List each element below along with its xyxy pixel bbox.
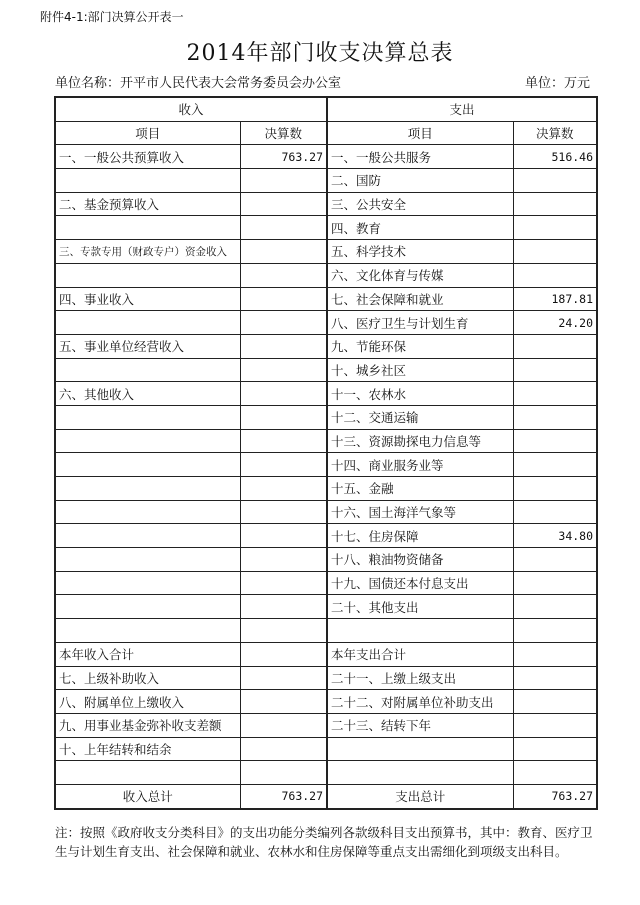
income-item-cell: [55, 405, 240, 429]
income-amount-cell: [240, 453, 327, 477]
expense-amount-cell: [513, 642, 597, 666]
table-row: [55, 737, 597, 761]
budget-table: [54, 96, 598, 810]
expense-amount-cell: [513, 169, 597, 193]
expense-amount-cell: 516.46: [513, 145, 597, 169]
income-amount-cell: [240, 429, 327, 453]
page-title: 2014年部门收支决算总表: [186, 41, 454, 66]
expense-total-value: 763.27: [513, 784, 597, 808]
income-amount-cell: [240, 287, 327, 311]
income-amount-cell: [240, 358, 327, 382]
expense-amount-header: 决算数: [513, 121, 597, 145]
income-item-cell: [55, 524, 240, 548]
income-amount-cell: [240, 666, 327, 690]
income-amount-cell: [240, 240, 327, 264]
income-amount-cell: [240, 334, 327, 358]
expense-amount-cell: [513, 571, 597, 595]
table-row: [55, 382, 597, 406]
expense-item-cell: 二十二、对附属单位补助支出: [327, 690, 513, 714]
expense-total-label: 支出总计: [327, 784, 513, 808]
income-item-cell: 六、其他收入: [55, 382, 240, 406]
expense-amount-cell: [513, 737, 597, 761]
income-amount-cell: [240, 405, 327, 429]
expense-amount-cell: [513, 429, 597, 453]
income-item-cell: [55, 500, 240, 524]
expense-item-cell: 二、国防: [327, 169, 513, 193]
income-amount-cell: 763.27: [240, 145, 327, 169]
table-row: [55, 453, 597, 477]
expense-amount-cell: 187.81: [513, 287, 597, 311]
expense-item-cell: 二十、其他支出: [327, 595, 513, 619]
income-item-cell: [55, 619, 240, 643]
expense-item-cell: 十八、粮油物资储备: [327, 548, 513, 572]
expense-amount-cell: [513, 477, 597, 501]
income-item-cell: 四、事业收入: [55, 287, 240, 311]
table-row: [55, 666, 597, 690]
table-row: [55, 595, 597, 619]
income-item-cell: [55, 169, 240, 193]
expense-item-cell: 十六、国土海洋气象等: [327, 500, 513, 524]
expense-item-header: 项目: [327, 121, 513, 145]
table-row: [55, 287, 597, 311]
expense-amount-cell: [513, 263, 597, 287]
table-row: [55, 240, 597, 264]
expense-item-cell: 十、城乡社区: [327, 358, 513, 382]
currency-unit: 单位：万元: [524, 76, 590, 91]
table-row: [55, 690, 597, 714]
attachment-label: 附件4-1:部门决算公开表一: [40, 10, 184, 24]
expense-item-cell: 十三、资源勘探电力信息等: [327, 429, 513, 453]
expense-item-cell: 二十一、上缴上级支出: [327, 666, 513, 690]
totals-row: [55, 784, 597, 808]
income-amount-cell: [240, 192, 327, 216]
expense-item-cell: 十九、国债还本付息支出: [327, 571, 513, 595]
income-item-cell: 八、附属单位上缴收入: [55, 690, 240, 714]
expense-amount-cell: 24.20: [513, 311, 597, 335]
column-header-row: [55, 121, 597, 145]
income-amount-cell: [240, 216, 327, 240]
expense-item-cell: 五、科学技术: [327, 240, 513, 264]
income-amount-cell: [240, 524, 327, 548]
footnote: 注：按照《政府收支分类科目》的支出功能分类编列各款级科目支出预算书，其中：教育、医疗卫生与计划生育支出、社会保障和就业、农林水和住房保障等重点支出需细化到项级支出科目。: [55, 825, 593, 859]
table-row: [55, 145, 597, 169]
expense-group-header: 支出: [327, 97, 597, 121]
expense-item-cell: 十五、金融: [327, 477, 513, 501]
expense-item-cell: 三、公共安全: [327, 192, 513, 216]
table-row: [55, 524, 597, 548]
expense-amount-cell: [513, 382, 597, 406]
income-item-cell: [55, 358, 240, 382]
table-row: [55, 405, 597, 429]
expense-amount-cell: [513, 216, 597, 240]
income-amount-cell: [240, 169, 327, 193]
expense-item-cell: 八、医疗卫生与计划生育: [327, 311, 513, 335]
income-item-cell: [55, 429, 240, 453]
expense-item-cell: 十四、商业服务业等: [327, 453, 513, 477]
expense-amount-cell: [513, 334, 597, 358]
unit-name: 单位名称：开平市人民代表大会常务委员会办公室: [55, 76, 342, 91]
expense-item-cell: 十一、农林水: [327, 382, 513, 406]
table-row: [55, 571, 597, 595]
expense-amount-cell: [513, 595, 597, 619]
expense-item-cell: 二十三、结转下年: [327, 713, 513, 737]
income-item-cell: [55, 477, 240, 501]
income-item-cell: 三、专款专用（财政专户）资金收入: [55, 240, 240, 264]
income-item-cell: [55, 311, 240, 335]
income-amount-cell: [240, 642, 327, 666]
income-total-value: 763.27: [240, 784, 327, 808]
income-item-cell: 五、事业单位经营收入: [55, 334, 240, 358]
group-header-row: [55, 97, 597, 121]
expense-amount-cell: [513, 761, 597, 785]
table-row: [55, 192, 597, 216]
income-amount-cell: [240, 477, 327, 501]
expense-amount-cell: [513, 548, 597, 572]
income-total-label: 收入总计: [55, 784, 240, 808]
expense-amount-cell: [513, 405, 597, 429]
income-amount-header: 决算数: [240, 121, 327, 145]
income-amount-cell: [240, 737, 327, 761]
table-row: [55, 642, 597, 666]
expense-amount-cell: [513, 619, 597, 643]
table-row: [55, 169, 597, 193]
table-row: [55, 713, 597, 737]
income-amount-cell: [240, 761, 327, 785]
income-amount-cell: [240, 713, 327, 737]
income-item-cell: 二、基金预算收入: [55, 192, 240, 216]
expense-item-cell: 十二、交通运输: [327, 405, 513, 429]
table-row: [55, 334, 597, 358]
income-amount-cell: [240, 311, 327, 335]
income-item-cell: [55, 453, 240, 477]
income-item-cell: [55, 548, 240, 572]
table-row: [55, 619, 597, 643]
income-item-cell: 七、上级补助收入: [55, 666, 240, 690]
expense-amount-cell: [513, 358, 597, 382]
table-row: [55, 477, 597, 501]
income-amount-cell: [240, 382, 327, 406]
expense-amount-cell: [513, 192, 597, 216]
table-row: [55, 429, 597, 453]
table-row: [55, 216, 597, 240]
income-item-cell: 本年收入合计: [55, 642, 240, 666]
income-amount-cell: [240, 500, 327, 524]
income-item-cell: [55, 595, 240, 619]
expense-amount-cell: [513, 453, 597, 477]
expense-item-cell: [327, 737, 513, 761]
income-item-cell: [55, 263, 240, 287]
income-item-cell: 九、用事业基金弥补收支差额: [55, 713, 240, 737]
income-item-header: 项目: [55, 121, 240, 145]
income-item-cell: 十、上年结转和结余: [55, 737, 240, 761]
income-amount-cell: [240, 595, 327, 619]
table-row: [55, 311, 597, 335]
expense-item-cell: 一、一般公共服务: [327, 145, 513, 169]
income-amount-cell: [240, 263, 327, 287]
expense-item-cell: 六、文化体育与传媒: [327, 263, 513, 287]
expense-item-cell: 本年支出合计: [327, 642, 513, 666]
expense-item-cell: 十七、住房保障: [327, 524, 513, 548]
expense-item-cell: 七、社会保障和就业: [327, 287, 513, 311]
income-amount-cell: [240, 690, 327, 714]
expense-amount-cell: 34.80: [513, 524, 597, 548]
expense-amount-cell: [513, 666, 597, 690]
table-row: [55, 500, 597, 524]
expense-item-cell: 九、节能环保: [327, 334, 513, 358]
expense-amount-cell: [513, 690, 597, 714]
income-item-cell: [55, 761, 240, 785]
expense-amount-cell: [513, 240, 597, 264]
income-amount-cell: [240, 571, 327, 595]
expense-item-cell: 四、教育: [327, 216, 513, 240]
income-item-cell: [55, 571, 240, 595]
table-row: [55, 761, 597, 785]
expense-item-cell: [327, 761, 513, 785]
expense-amount-cell: [513, 500, 597, 524]
income-amount-cell: [240, 619, 327, 643]
table-row: [55, 263, 597, 287]
expense-amount-cell: [513, 713, 597, 737]
income-item-cell: 一、一般公共预算收入: [55, 145, 240, 169]
income-item-cell: [55, 216, 240, 240]
income-group-header: 收入: [55, 97, 327, 121]
table-row: [55, 358, 597, 382]
table-row: [55, 548, 597, 572]
expense-item-cell: [327, 619, 513, 643]
income-amount-cell: [240, 548, 327, 572]
